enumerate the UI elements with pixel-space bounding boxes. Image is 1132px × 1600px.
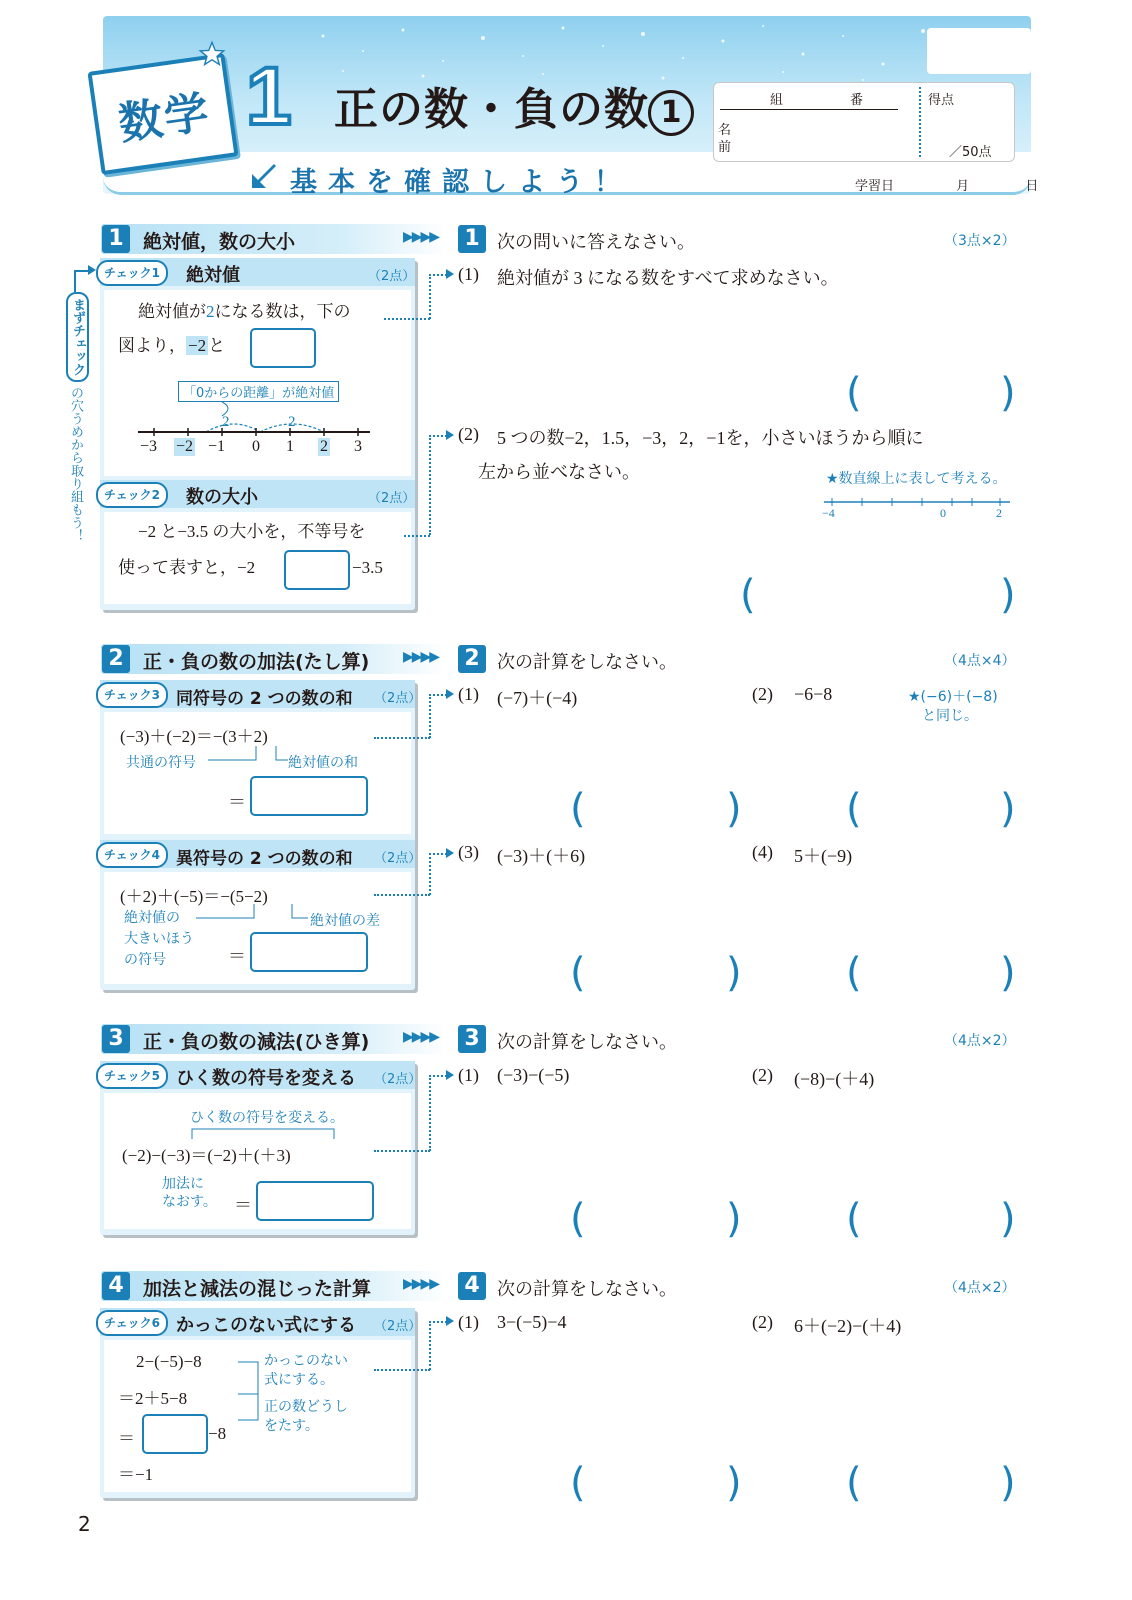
answer-field-q2-1[interactable] bbox=[586, 792, 722, 828]
bracket-close: ) bbox=[726, 950, 742, 996]
side-arrowhead bbox=[88, 265, 96, 275]
bracket-open: ( bbox=[846, 786, 862, 832]
star-icon bbox=[198, 40, 226, 68]
tick-label: 3 bbox=[354, 438, 362, 455]
name-line bbox=[720, 109, 898, 110]
name-label-1: 名 bbox=[718, 123, 732, 138]
page-number: 2 bbox=[78, 1512, 91, 1536]
check-5-equation: (−2)−(−3)＝(−2)＋(＋3) bbox=[122, 1146, 291, 1165]
subtitle: 基本を確認しよう！ bbox=[290, 167, 632, 198]
day-label: 日 bbox=[1025, 179, 1039, 194]
unit-title: 正の数・負の数 bbox=[334, 84, 649, 135]
answer-field-q1-1[interactable] bbox=[862, 376, 998, 412]
connector bbox=[429, 694, 447, 696]
q2-1-text: (−7)＋(−4) bbox=[497, 688, 578, 708]
section-1-panel bbox=[100, 258, 415, 610]
connector-arrowhead bbox=[446, 689, 454, 699]
section-arrows: ▶▶▶▶ bbox=[403, 1029, 439, 1045]
question-2-number: 2 bbox=[458, 645, 486, 673]
answer-field-q1-2[interactable] bbox=[756, 578, 996, 614]
answer-field-q3-2[interactable] bbox=[862, 1202, 998, 1238]
check-1-body bbox=[104, 290, 411, 476]
check-6-note-a: かっこのない 式にする。 bbox=[264, 1353, 348, 1388]
answer-field-q2-4[interactable] bbox=[862, 956, 998, 992]
check-6-body bbox=[104, 1340, 411, 1492]
hint-tick: 2 bbox=[996, 506, 1002, 520]
check-3-body bbox=[104, 712, 411, 834]
connector bbox=[429, 1075, 447, 1077]
connector-arrowhead bbox=[446, 430, 454, 440]
bracket-open: ( bbox=[570, 1196, 586, 1242]
section-arrows: ▶▶▶▶ bbox=[403, 649, 439, 665]
name-label-2: 前 bbox=[718, 140, 732, 155]
section-3-panel bbox=[100, 1061, 422, 1235]
check-4-note-left: 絶対値の 大きいほう の符号 bbox=[124, 910, 194, 968]
q2-4-text: 5＋(−9) bbox=[794, 846, 853, 866]
connector bbox=[429, 853, 447, 855]
check-4-badge: チェック4 bbox=[96, 842, 168, 868]
q2-4-label: (4) bbox=[752, 842, 773, 862]
bracket-close: ) bbox=[1000, 786, 1016, 832]
answer-box-1[interactable] bbox=[250, 328, 316, 368]
check-1-points: （2点） bbox=[368, 269, 416, 284]
bracket-open: ( bbox=[740, 572, 756, 618]
answer-field-q4-1[interactable] bbox=[586, 1466, 722, 1502]
check-1-title: 絶対値 bbox=[186, 265, 240, 286]
check-6-points: （2点） bbox=[374, 1319, 422, 1334]
section-4-header bbox=[101, 1271, 447, 1301]
tick-label: −1 bbox=[208, 438, 226, 455]
bracket-open: ( bbox=[846, 1196, 862, 1242]
answer-field-q2-2[interactable] bbox=[862, 792, 998, 828]
caption-bracket bbox=[188, 1125, 338, 1141]
check-5-title: ひく数の符号を変える bbox=[176, 1068, 356, 1089]
connector bbox=[429, 274, 447, 276]
section-title: 正・負の数の減法(ひき算) bbox=[143, 1031, 370, 1053]
connector-arrowhead bbox=[446, 269, 454, 279]
q2-3-label: (3) bbox=[458, 842, 479, 862]
section-number: 1 bbox=[102, 225, 130, 253]
question-3-text: 次の計算をしなさい。 bbox=[497, 1032, 677, 1053]
check-2-line-2b: −3.5 bbox=[352, 558, 383, 577]
connector bbox=[429, 1321, 431, 1370]
hint-tick: −4 bbox=[822, 506, 835, 520]
q2-2-hint-2: と同じ。 bbox=[922, 708, 978, 724]
section-3-header bbox=[101, 1024, 447, 1054]
check-3-eq2: ＝ bbox=[228, 792, 246, 812]
connector bbox=[429, 694, 431, 738]
side-banner-text: の穴うめから取り組もう！ bbox=[68, 386, 83, 542]
connector bbox=[429, 274, 431, 319]
bracket-open: ( bbox=[570, 950, 586, 996]
q4-2-label: (2) bbox=[752, 1312, 773, 1332]
section-arrows: ▶▶▶▶ bbox=[403, 1276, 439, 1292]
section-arrows: ▶▶▶▶ bbox=[403, 229, 439, 245]
star-pattern bbox=[103, 16, 1031, 86]
answer-box-5[interactable] bbox=[256, 1181, 374, 1221]
bracket-open: ( bbox=[846, 1460, 862, 1506]
hint-tick: 0 bbox=[940, 506, 946, 520]
connector-arrowhead bbox=[446, 1070, 454, 1080]
bracket-close: ) bbox=[726, 1460, 742, 1506]
bracket-close: ) bbox=[726, 1196, 742, 1242]
check-5-note: 加法に なおす。 bbox=[162, 1176, 217, 1211]
check-5-caption: ひく数の符号を変える。 bbox=[190, 1110, 344, 1126]
q1-2-text: 5 つの数−2，1.5，−3，2，−1を，小さいほうから順に bbox=[497, 428, 924, 448]
arrow-down-left-icon bbox=[248, 162, 278, 192]
check-2-title: 数の大小 bbox=[186, 487, 258, 508]
bracket-close: ) bbox=[1000, 1196, 1016, 1242]
question-2-text: 次の計算をしなさい。 bbox=[497, 652, 677, 673]
check-3-points: （2点） bbox=[374, 691, 422, 706]
tick-label: −3 bbox=[140, 438, 158, 455]
score-total: ／50点 bbox=[949, 145, 992, 160]
connector bbox=[429, 435, 431, 535]
section-2-header bbox=[101, 644, 447, 674]
check-6-line-4: ＝−1 bbox=[118, 1465, 154, 1484]
check-2-points: （2点） bbox=[368, 491, 416, 506]
check-4-eq2: ＝ bbox=[228, 946, 246, 966]
q2-1-label: (1) bbox=[458, 684, 479, 704]
question-1-points: （3点×2） bbox=[944, 233, 1016, 249]
check-2-badge: チェック2 bbox=[96, 482, 168, 508]
answer-box-3[interactable] bbox=[250, 776, 368, 816]
check-2-line-2a: 使って表すと，−2 bbox=[118, 558, 256, 577]
bracket-open: ( bbox=[570, 786, 586, 832]
section-number: 2 bbox=[102, 645, 130, 673]
check-2-body bbox=[104, 512, 411, 604]
check-1-line-2: 図より， −2 と bbox=[118, 336, 226, 355]
side-arrow-stem bbox=[74, 270, 76, 292]
connector bbox=[429, 853, 431, 895]
note-leader-lines bbox=[204, 742, 304, 766]
study-date-row bbox=[855, 175, 1038, 194]
q1-1-label: (1) bbox=[458, 264, 479, 284]
bracket-close: ) bbox=[1000, 572, 1016, 618]
section-title: 絶対値，数の大小 bbox=[143, 231, 296, 253]
check-4-equation: (＋2)＋(−5)＝−(5−2) bbox=[120, 887, 268, 906]
check-3-note-right: 絶対値の和 bbox=[288, 755, 358, 771]
check-3-badge: チェック3 bbox=[96, 682, 168, 708]
connector bbox=[374, 737, 430, 739]
q3-2-label: (2) bbox=[752, 1065, 773, 1085]
check-6-line-1: 2−(−5)−8 bbox=[136, 1352, 202, 1371]
q4-1-text: 3−(−5)−4 bbox=[497, 1312, 567, 1332]
connector bbox=[429, 435, 447, 437]
check-3-equation: (−3)＋(−2)＝−(3＋2) bbox=[120, 727, 268, 746]
section-title: 加法と減法の混じった計算 bbox=[143, 1278, 372, 1300]
check-1-line-1: 絶対値が2になる数は，下の bbox=[138, 302, 351, 321]
connector bbox=[374, 894, 430, 896]
question-4-points: （4点×2） bbox=[944, 1280, 1016, 1296]
score-divider bbox=[919, 87, 921, 157]
check-6-line-3a: ＝ bbox=[118, 1429, 135, 1448]
check-5-points: （2点） bbox=[374, 1072, 422, 1087]
number-label: 番 bbox=[850, 93, 864, 108]
section-4-panel bbox=[100, 1308, 422, 1498]
question-3-number: 3 bbox=[458, 1025, 486, 1053]
check-3-note-left: 共通の符号 bbox=[126, 755, 196, 771]
section-number: 4 bbox=[102, 1272, 130, 1300]
check-4-points: （2点） bbox=[374, 851, 422, 866]
answer-field-q3-1[interactable] bbox=[586, 1202, 722, 1238]
check-6-note-b: 正の数どうし をたす。 bbox=[264, 1399, 348, 1434]
numline-dist-right: 2 bbox=[288, 414, 296, 430]
q2-2-text: −6−8 bbox=[794, 684, 833, 704]
check-5-eq2: ＝ bbox=[234, 1195, 252, 1215]
check-4-title: 異符号の 2 つの数の和 bbox=[176, 849, 353, 869]
unit-number: 1 bbox=[246, 51, 292, 142]
subject-label: 数学 bbox=[115, 86, 214, 151]
connector-arrowhead bbox=[446, 1316, 454, 1326]
answer-field-q4-2[interactable] bbox=[862, 1466, 998, 1502]
question-1-number: 1 bbox=[458, 225, 486, 253]
number-line bbox=[134, 398, 374, 468]
bracket-close: ) bbox=[1000, 950, 1016, 996]
bracket-close: ) bbox=[1000, 1460, 1016, 1506]
q3-1-text: (−3)−(−5) bbox=[497, 1065, 570, 1085]
tick-label: −2 bbox=[176, 438, 194, 455]
check-6-line-3b: −8 bbox=[208, 1424, 227, 1443]
side-banner-lead: まずチェック bbox=[66, 292, 89, 382]
q1-2-text-2: 左から並べなさい。 bbox=[478, 462, 640, 482]
q2-3-text: (−3)＋(＋6) bbox=[497, 846, 586, 866]
side-banner bbox=[66, 292, 86, 544]
section-number: 3 bbox=[102, 1025, 130, 1053]
q4-1-label: (1) bbox=[458, 1312, 479, 1332]
header-corner-box bbox=[927, 28, 1031, 74]
bracket-open: ( bbox=[570, 1460, 586, 1506]
check-6-badge: チェック6 bbox=[96, 1310, 168, 1336]
month-label: 月 bbox=[956, 179, 970, 194]
check-3-title: 同符号の 2 つの数の和 bbox=[176, 689, 353, 709]
answer-box-4[interactable] bbox=[250, 932, 368, 972]
note-bracket bbox=[236, 1356, 264, 1426]
check-5-body bbox=[104, 1093, 411, 1229]
note-leader-lines bbox=[192, 900, 322, 924]
question-4-number: 4 bbox=[458, 1272, 486, 1300]
section-title: 正・負の数の加法(たし算) bbox=[143, 651, 370, 673]
connector bbox=[374, 1150, 430, 1152]
bracket-close: ) bbox=[726, 786, 742, 832]
q1-2-label: (2) bbox=[458, 424, 479, 444]
check-5-badge: チェック5 bbox=[96, 1063, 168, 1089]
connector bbox=[429, 1321, 447, 1323]
q2-2-hint-1: ★(−6)＋(−8) bbox=[908, 689, 998, 705]
class-label: 組 bbox=[770, 93, 784, 108]
tick-label: 0 bbox=[252, 438, 260, 455]
name-score-box bbox=[713, 82, 1015, 162]
check-4-body bbox=[104, 872, 411, 984]
question-4-text: 次の計算をしなさい。 bbox=[497, 1279, 677, 1300]
check-6-line-2: ＝2＋5−8 bbox=[118, 1389, 188, 1408]
tick-label: 1 bbox=[286, 438, 294, 455]
answer-box-2[interactable] bbox=[284, 550, 350, 590]
check-4-note-right: 絶対値の差 bbox=[310, 913, 380, 929]
check-2-line-1: −2 と−3.5 の大小を，不等号を bbox=[138, 522, 366, 541]
q4-2-text: 6＋(−2)−(＋4) bbox=[794, 1316, 902, 1336]
bracket-open: ( bbox=[846, 950, 862, 996]
question-2-points: （4点×4） bbox=[944, 653, 1016, 669]
study-date-label: 学習日 bbox=[855, 179, 895, 194]
q2-2-label: (2) bbox=[752, 684, 773, 704]
connector-arrowhead bbox=[446, 848, 454, 858]
unit-part-number: 1 bbox=[648, 90, 694, 136]
answer-field-q2-3[interactable] bbox=[586, 956, 722, 992]
numline-caption: 「0からの距離」が絶対値 bbox=[178, 381, 339, 402]
score-label: 得点 bbox=[928, 93, 955, 108]
connector bbox=[404, 535, 430, 537]
connector bbox=[429, 1075, 431, 1151]
section-2-panel bbox=[100, 680, 422, 990]
connector bbox=[384, 318, 430, 320]
tick-label: 2 bbox=[320, 438, 328, 455]
numline-dist-left: 2 bbox=[222, 414, 230, 430]
hint-number-line bbox=[822, 492, 1012, 512]
q1-2-hint: ★数直線上に表して考える。 bbox=[826, 471, 1007, 487]
q3-2-text: (−8)−(＋4) bbox=[794, 1069, 875, 1089]
question-1-text: 次の問いに答えなさい。 bbox=[497, 232, 695, 253]
connector bbox=[374, 1369, 430, 1371]
question-3-points: （4点×2） bbox=[944, 1033, 1016, 1049]
check-1-badge: チェック1 bbox=[96, 260, 168, 286]
check-6-title: かっこのない式にする bbox=[176, 1315, 356, 1336]
bracket-close: ) bbox=[1000, 370, 1016, 416]
section-1-header bbox=[101, 224, 447, 254]
bracket-open: ( bbox=[846, 370, 862, 416]
q1-1-text: 絶対値が 3 になる数をすべて求めなさい。 bbox=[497, 268, 839, 288]
q3-1-label: (1) bbox=[458, 1065, 479, 1085]
answer-box-6[interactable] bbox=[142, 1414, 208, 1454]
